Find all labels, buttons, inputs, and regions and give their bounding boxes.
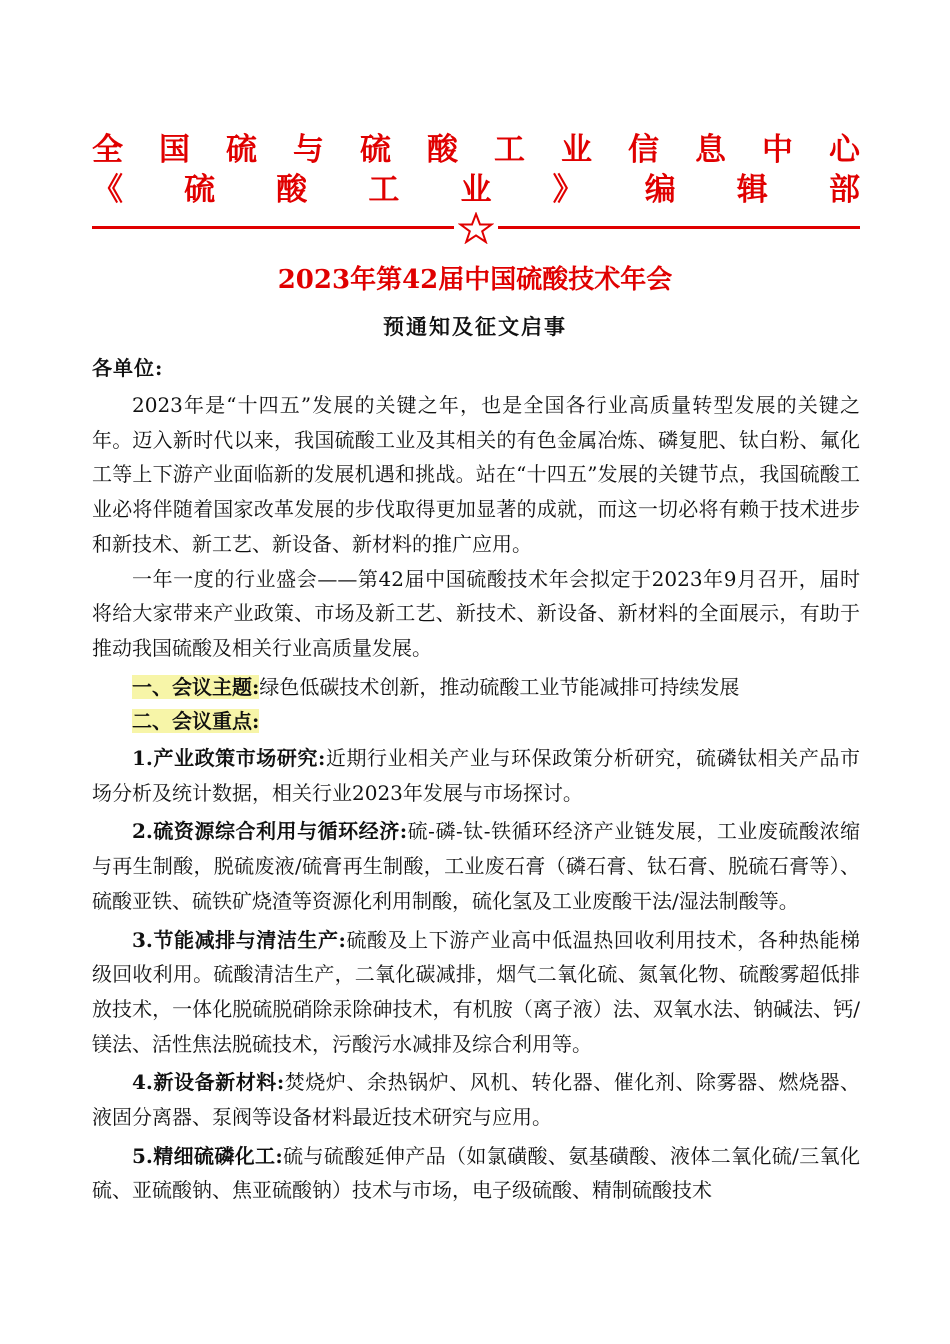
topic-heading: 3.节能减排与清洁生产: bbox=[132, 927, 346, 952]
intro-paragraph: 一年一度的行业盛会——第42届中国硫酸技术年会拟定于2023年9月召开，届时将给大家带来产业政策、市场及新工艺、新技术、新设备、新材料的全面展示，有助于推动我国硫酸及相关行业高质量发展。 bbox=[92, 566, 860, 660]
letterhead-char: 酸 bbox=[276, 172, 308, 208]
section-label: 二、会议重点: bbox=[132, 709, 260, 734]
letterhead-char: 部 bbox=[829, 172, 860, 208]
star-outline-icon bbox=[458, 212, 494, 244]
section-focus bbox=[92, 704, 860, 739]
topic-text: 近期行业相关产业与环保政策分析研究，硫磷钛相关产品市场分析及统计数据，相关行业2023年发展与市场探讨。 bbox=[92, 746, 861, 805]
topic-item bbox=[92, 1139, 860, 1208]
topic-heading: 2.硫资源综合利用与循环经济: bbox=[132, 819, 408, 844]
letterhead-char: 辑 bbox=[736, 172, 768, 208]
topic-item bbox=[92, 741, 860, 810]
divider-rule-right bbox=[498, 226, 860, 229]
topic-text: 硫-磷-钛-铁循环经济产业链发展，工业废硫酸浓缩与再生制酸，脱硫废液/硫膏再生制酸，工业废石膏（磷石膏、钛石膏、脱硫石膏等）、硫酸亚铁、硫铁矿烧渣等资源化利用制酸，硫化氢及工业废酸干法/湿法制酸等。 bbox=[92, 819, 861, 913]
topic-item bbox=[92, 923, 860, 1062]
topic-heading: 4.新设备新材料: bbox=[132, 1070, 285, 1095]
document-body bbox=[92, 388, 860, 1212]
letterhead-char: 业 bbox=[460, 172, 492, 208]
document-subtitle: 预通知及征文启事 bbox=[383, 314, 567, 339]
intro-paragraph: 2023年是“十四五”发展的关键之年，也是全国各行业高质量转型发展的关键之年。迈入新时代以来，我国硫酸工业及其相关的有色金属冶炼、磷复肥、钛白粉、氟化工等上下游产业面临新的发展机遇和挑战。站在“十四五”发展的关键节点，我国硫酸工业必将伴随着国家改革发展的步伐取得更加显著的成就，而这一切必将有赖于技术进步和新技术、新工艺、新设备、新材料的推广应用。 bbox=[92, 393, 860, 556]
letterhead-char: 工 bbox=[494, 132, 525, 168]
topic-text: 硫与硫酸延伸产品（如氯磺酸、氨基磺酸、液体二氧化硫/三氧化硫、亚硫酸钠、焦亚硫酸钠）技术与市场，电子级硫酸、精制硫酸技术 bbox=[92, 1143, 860, 1203]
letterhead-department bbox=[92, 172, 860, 208]
letterhead-char: 硫 bbox=[184, 172, 216, 208]
letterhead-char: 硫 bbox=[360, 132, 391, 168]
letterhead-char: 硫 bbox=[226, 132, 257, 168]
letterhead-char: 业 bbox=[561, 132, 592, 168]
topic-heading: 1.产业政策市场研究: bbox=[132, 746, 326, 771]
topic-text: 硫酸及上下游产业高中低温热回收利用技术，各种热能梯级回收利用。硫酸清洁生产，二氧化碳减排，烟气二氧化硫、氮氧化物、硫酸雾超低排放技术，一体化脱硫脱硝除汞除砷技术，有机胺（离子液）法、双氧水法、钠碱法、钙/镁法、活性焦法脱硫技术，污酸污水减排及综合利用等。 bbox=[92, 927, 861, 1056]
letterhead-char: 编 bbox=[644, 172, 676, 208]
document-title: 2023年第42届中国硫酸技术年会 bbox=[277, 265, 673, 295]
letterhead-char: 中 bbox=[762, 132, 793, 168]
letterhead-char: 与 bbox=[293, 132, 324, 168]
salutation: 各单位: bbox=[92, 356, 164, 380]
letterhead-char: 息 bbox=[695, 132, 726, 168]
section-theme bbox=[92, 670, 860, 705]
letterhead-char: 》 bbox=[552, 172, 584, 208]
section-label: 一、会议主题: bbox=[132, 674, 260, 699]
divider-rule-left bbox=[92, 226, 454, 229]
letterhead-char: 心 bbox=[829, 132, 860, 168]
letterhead-char: 酸 bbox=[427, 132, 458, 168]
letterhead-divider bbox=[92, 212, 860, 244]
topic-item bbox=[92, 1065, 860, 1134]
section-text: 绿色低碳技术创新，推动硫酸工业节能减排可持续发展 bbox=[259, 674, 740, 699]
letterhead-char: 全 bbox=[92, 132, 123, 168]
topic-text: 焚烧炉、余热锅炉、风机、转化器、催化剂、除雾器、燃烧器、液固分离器、泵阀等设备材料最近技术研究与应用。 bbox=[92, 1070, 861, 1130]
letterhead-char: 《 bbox=[92, 172, 123, 208]
letterhead-char: 国 bbox=[159, 132, 190, 168]
letterhead-char: 工 bbox=[368, 172, 400, 208]
letterhead-char: 信 bbox=[628, 132, 659, 168]
letterhead-organization bbox=[92, 132, 860, 168]
topic-item bbox=[92, 814, 860, 918]
topic-heading: 5.精细硫磷化工: bbox=[132, 1143, 283, 1168]
